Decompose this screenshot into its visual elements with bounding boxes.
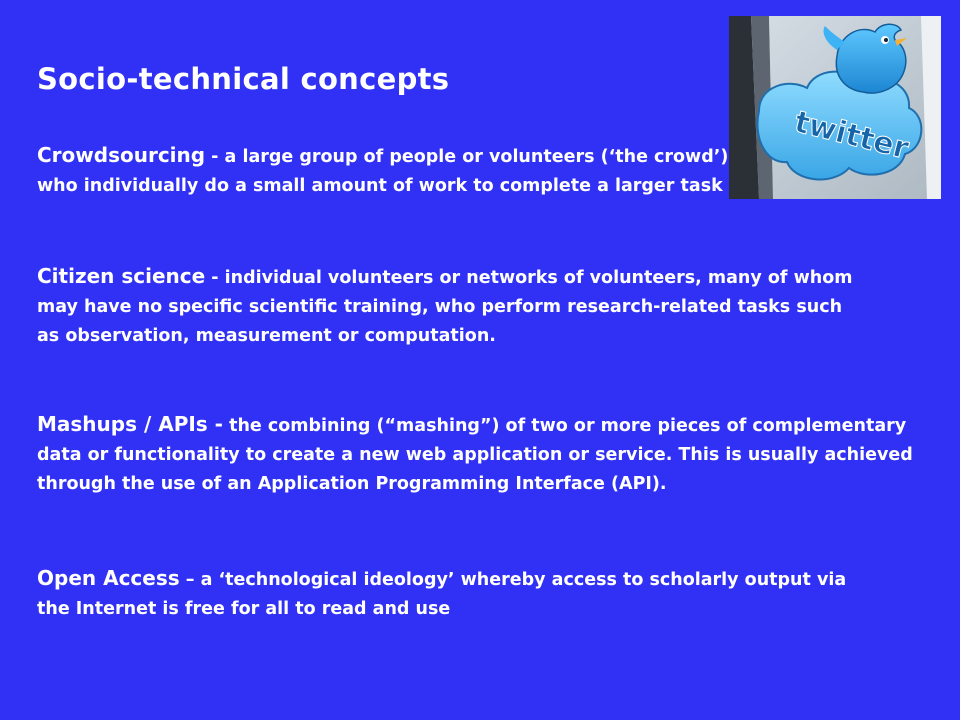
slide-title: Socio-technical concepts [37, 62, 450, 96]
concept-definition: – a ‘technological ideology’ whereby access to scholarly output via the Internet is free for all to read and use [37, 570, 847, 619]
concept-term: Open Access [37, 566, 180, 590]
concept-citizen-science [37, 262, 857, 351]
twitter-sign-photo [729, 16, 941, 199]
concept-open-access [37, 564, 857, 624]
svg-text:twitter: twitter [790, 104, 913, 167]
concept-term: Citizen science [37, 264, 206, 288]
concept-mashups-apis [37, 410, 917, 499]
concept-definition: - individual volunteers or networks of volunteers, many of whom may have no specific scientific training, who perform research-related tasks such as observation, measurement or computation. [37, 268, 853, 346]
twitter-sign-icon [729, 16, 941, 199]
concept-definition: the combining (“mashing”) of two or more pieces of complementary data or functionality to create a new web application or service. This is usually achieved through the use of an Application Programming Interface (API). [37, 416, 913, 494]
concept-definition: - a large group of people or volunteers (‘the crowd’) who individually do a small amount of work to complete a larger task [37, 147, 729, 196]
concept-term: Mashups / APIs - [37, 412, 223, 436]
concept-term: Crowdsourcing [37, 143, 206, 167]
concept-crowdsourcing [37, 141, 737, 201]
